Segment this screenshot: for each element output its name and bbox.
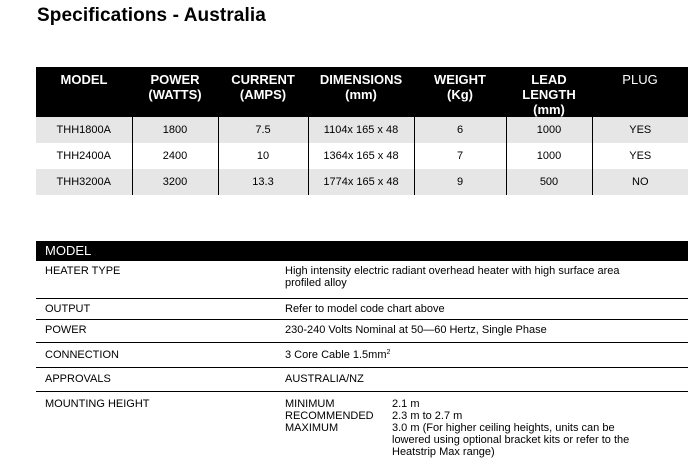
cell-model: THH2400A: [36, 143, 132, 169]
divider: [36, 367, 688, 368]
cell-lead-length: 1000: [506, 117, 592, 143]
page-title: Specifications - Australia: [37, 5, 266, 26]
header-power: POWER (WATTS): [132, 67, 218, 117]
table-row: [36, 117, 688, 143]
connection-label: CONNECTION: [45, 349, 119, 361]
cell-model: THH1800A: [36, 117, 132, 143]
minimum-value: 2.1 m: [392, 398, 420, 410]
cell-weight: 6: [414, 117, 506, 143]
header-plug: PLUG: [592, 67, 688, 117]
cell-model: THH3200A: [36, 169, 132, 195]
cell-current: 7.5: [218, 117, 308, 143]
header-lead-length: LEAD LENGTH (mm): [506, 67, 592, 117]
approvals-label: APPROVALS: [45, 373, 111, 385]
maximum-label: MAXIMUM: [285, 422, 339, 434]
spec-table-header: [36, 67, 688, 117]
header-weight: WEIGHT (Kg): [414, 67, 506, 117]
recommended-value: 2.3 m to 2.7 m: [392, 410, 463, 422]
detail-row-heater-type: [36, 265, 688, 295]
approvals-value: AUSTRALIA/NZ: [285, 373, 364, 385]
mounting-height-values: [285, 398, 685, 458]
heater-type-label: HEATER TYPE: [45, 265, 121, 277]
details-section-title: MODEL: [36, 241, 688, 261]
header-current: CURRENT (AMPS): [218, 67, 308, 117]
maximum-value: 3.0 m (For higher ceiling heights, units can be lowered using optional bracket kits or refer to the Heatstrip Max range): [392, 422, 630, 458]
header-model: MODEL: [36, 67, 132, 117]
cell-dimensions: 1104x 165 x 48: [308, 117, 414, 143]
cell-power: 3200: [132, 169, 218, 195]
divider: [36, 298, 688, 299]
cell-plug: YES: [592, 117, 688, 143]
output-value: Refer to model code chart above: [285, 303, 445, 315]
divider: [36, 342, 688, 343]
cell-plug: YES: [592, 143, 688, 169]
detail-row-mounting-height: [36, 398, 688, 464]
cell-power: 2400: [132, 143, 218, 169]
heater-type-value: High intensity electric radiant overhead heater with high surface area profiled alloy: [285, 265, 620, 289]
cell-power: 1800: [132, 117, 218, 143]
cell-current: 10: [218, 143, 308, 169]
mounting-height-label: MOUNTING HEIGHT: [45, 398, 150, 410]
connection-value: 3 Core Cable $1.5mm^2$: [285, 349, 391, 361]
cell-weight: 7: [414, 143, 506, 169]
divider: [36, 319, 688, 320]
minimum-label: MINIMUM: [285, 398, 335, 410]
cell-lead-length: 500: [506, 169, 592, 195]
cell-lead-length: 1000: [506, 143, 592, 169]
cell-current: 13.3: [218, 169, 308, 195]
cell-dimensions: 1774x 165 x 48: [308, 169, 414, 195]
recommended-label: RECOMMENDED: [285, 410, 374, 422]
power-value: 230-240 Volts Nominal at 50—60 Hertz, Single Phase: [285, 324, 547, 336]
table-row: [36, 169, 688, 195]
output-label: OUTPUT: [45, 303, 91, 315]
power-label: POWER: [45, 324, 87, 336]
divider: [36, 391, 688, 392]
cell-plug: NO: [592, 169, 688, 195]
cell-weight: 9: [414, 169, 506, 195]
header-dimensions: DIMENSIONS (mm): [308, 67, 414, 117]
spec-table: [36, 67, 688, 195]
cell-dimensions: 1364x 165 x 48: [308, 143, 414, 169]
table-row: [36, 143, 688, 169]
